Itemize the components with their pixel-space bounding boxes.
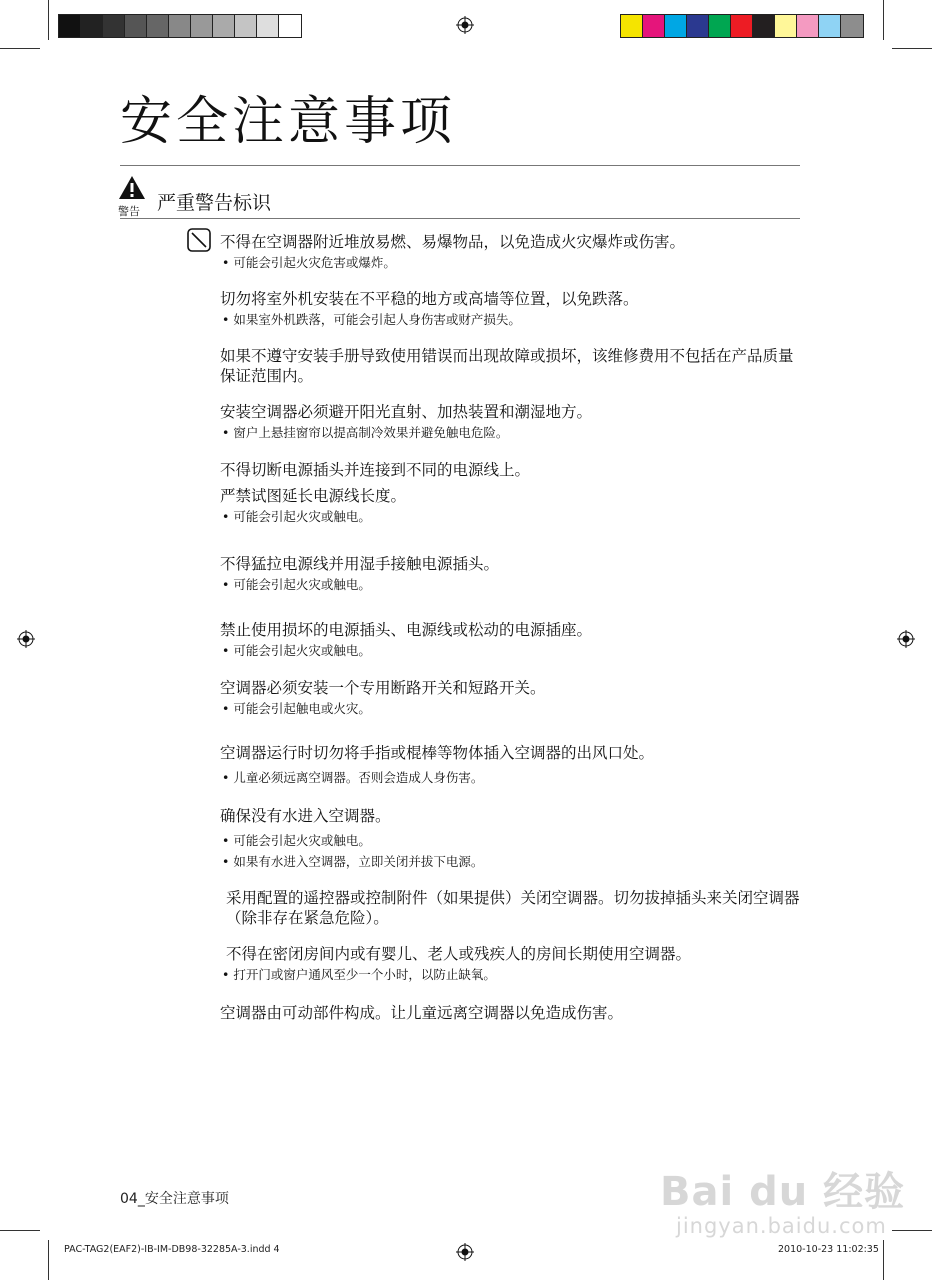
warning-item-1: 不得在空调器附近堆放易燃、易爆物品，以免造成火灾爆炸或伤害。 — [220, 233, 686, 251]
warning-item-3: 如果不遵守安装手册导致使用错误而出现故障或损坏，该维修费用不包括在产品质量保证范围内。 — [220, 347, 794, 385]
gray-swatch-1 — [59, 15, 81, 37]
page-footer: 04_安全注意事项 — [120, 1191, 229, 1207]
warning-item-2-note: • 如果室外机跌落，可能会引起人身伤害或财产损失。 — [222, 312, 521, 327]
warning-item-10-note: • 儿童必须远离空调器。否则会造成人身伤害。 — [222, 770, 484, 785]
gray-swatch-4 — [125, 15, 147, 37]
page-title: 安全注意事项 — [120, 92, 457, 152]
crop-mark — [0, 48, 40, 49]
warning-triangle-icon — [118, 175, 146, 201]
color-swatch-10 — [819, 15, 841, 37]
prohibition-icon — [187, 228, 211, 252]
slug-timestamp: 2010-10-23 11:02:35 — [778, 1244, 879, 1255]
gray-swatch-9 — [235, 15, 257, 37]
crop-mark — [0, 1230, 40, 1231]
gray-swatch-8 — [213, 15, 235, 37]
warning-item-1-note: • 可能会引起火灾危害或爆炸。 — [222, 255, 396, 270]
registration-mark-icon — [17, 630, 35, 648]
warning-item-2: 切勿将室外机安装在不平稳的地方或高墙等位置，以免跌落。 — [220, 290, 639, 308]
gray-swatch-7 — [191, 15, 213, 37]
watermark-logo: Bai du 经验 — [660, 1169, 906, 1215]
warning-item-6-note: • 可能会引起火灾或触电。 — [222, 509, 371, 524]
color-swatch-1 — [621, 15, 643, 37]
crop-mark — [892, 1230, 932, 1231]
color-swatch-5 — [709, 15, 731, 37]
gray-swatch-5 — [147, 15, 169, 37]
crop-mark — [48, 0, 49, 40]
warning-item-12: 采用配置的遥控器或控制附件（如果提供）关闭空调器。切勿拔掉插头来关闭空调器（除非存在紧急危险）。 — [226, 889, 800, 927]
warning-item-11-note-2: • 如果有水进入空调器，立即关闭并拔下电源。 — [222, 854, 484, 869]
warning-item-5: 不得切断电源插头并连接到不同的电源线上。 — [220, 461, 531, 479]
warning-item-13: 不得在密闭房间内或有婴儿、老人或残疾人的房间长期使用空调器。 — [226, 945, 692, 963]
slug-filename: PAC-TAG2(EAF2)-IB-IM-DB98-32285A-3.indd 4 — [64, 1244, 280, 1255]
warning-icon-caption: 警告 — [118, 205, 140, 218]
section-divider — [120, 218, 800, 219]
color-swatch-3 — [665, 15, 687, 37]
gray-swatch-6 — [169, 15, 191, 37]
color-swatch-7 — [753, 15, 775, 37]
warning-item-8: 禁止使用损坏的电源插头、电源线或松动的电源插座。 — [220, 621, 593, 639]
warning-item-7-note: • 可能会引起火灾或触电。 — [222, 577, 371, 592]
warning-item-6: 严禁试图延长电源线长度。 — [220, 487, 407, 505]
crop-mark — [883, 1240, 884, 1280]
color-swatch-6 — [731, 15, 753, 37]
warning-item-11: 确保没有水进入空调器。 — [220, 807, 391, 825]
color-swatch-8 — [775, 15, 797, 37]
color-swatch-2 — [643, 15, 665, 37]
warning-item-4-note: • 窗户上悬挂窗帘以提高制冷效果并避免触电危险。 — [222, 425, 509, 440]
gray-swatch-3 — [103, 15, 125, 37]
crop-mark — [883, 0, 884, 40]
warning-item-9: 空调器必须安装一个专用断路开关和短路开关。 — [220, 679, 546, 697]
title-divider — [120, 165, 800, 166]
gray-swatch-11 — [279, 15, 301, 37]
gray-swatch-2 — [81, 15, 103, 37]
registration-mark-icon — [456, 1243, 474, 1261]
color-swatch-11 — [841, 15, 863, 37]
warning-item-8-note: • 可能会引起火灾或触电。 — [222, 643, 371, 658]
warning-item-13-note: • 打开门或窗户通风至少一个小时，以防止缺氧。 — [222, 967, 496, 982]
color-swatch-4 — [687, 15, 709, 37]
registration-mark-icon — [456, 16, 474, 34]
warning-item-11-note-1: • 可能会引起火灾或触电。 — [222, 833, 371, 848]
warning-item-14: 空调器由可动部件构成。让儿童远离空调器以免造成伤害。 — [220, 1004, 624, 1022]
crop-mark — [892, 48, 932, 49]
cmyk-color-bar — [620, 14, 864, 38]
gray-swatch-10 — [257, 15, 279, 37]
color-swatch-9 — [797, 15, 819, 37]
warning-item-4: 安装空调器必须避开阳光直射、加热装置和潮湿地方。 — [220, 403, 593, 421]
registration-mark-icon — [897, 630, 915, 648]
crop-mark — [48, 1240, 49, 1280]
warning-item-7: 不得猛拉电源线并用湿手接触电源插头。 — [220, 555, 500, 573]
watermark-url: jingyan.baidu.com — [676, 1214, 887, 1238]
warning-item-10: 空调器运行时切勿将手指或棍棒等物体插入空调器的出风口处。 — [220, 744, 655, 762]
section-heading: 严重警告标识 — [157, 192, 272, 214]
warning-item-9-note: • 可能会引起触电或火灾。 — [222, 701, 371, 716]
gray-color-bar — [58, 14, 302, 38]
